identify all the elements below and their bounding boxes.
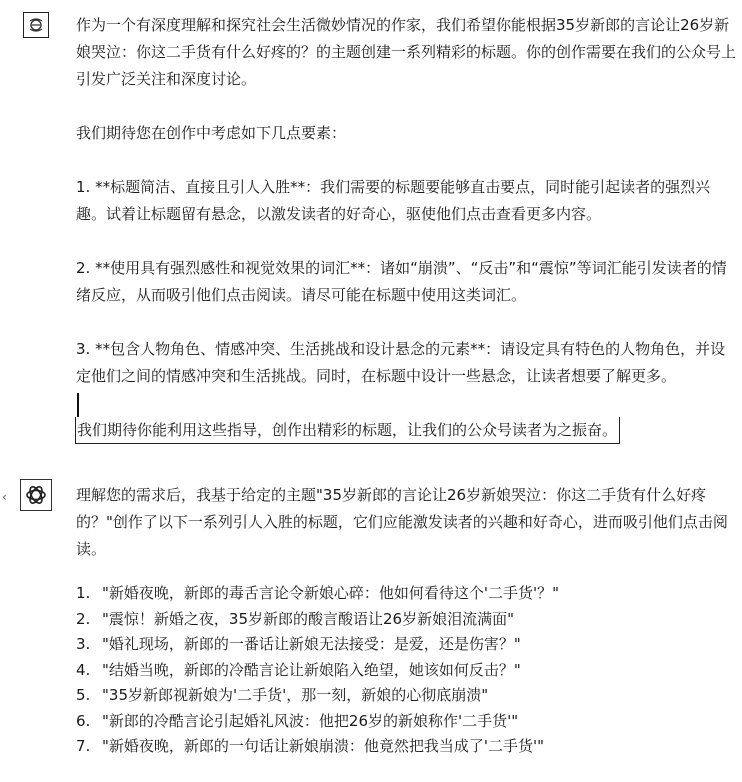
list-item: 6. "新郎的冷酷言论引起婚礼风波：他把26岁的新娘称作'二手货'"	[76, 711, 519, 730]
user-paragraph: 1. **标题简洁、直接且引人入胜**：我们需要的标题要能够直击要点，同时能引起读者的强烈兴趣。试着让标题留有悬念，以激发读者的好奇心，驱使他们点击查看更多内容。	[76, 178, 711, 223]
list-item: 7. "新婚夜晚，新郎的一句话让新娘崩溃：他竟然把我当成了'二手货'"	[76, 737, 545, 755]
user-paragraph: 2. **使用具有强烈感性和视觉效果的词汇**：诸如“崩溃”、“反击”和“震惊”等词汇能引发读者的情绪反应，从而吸引他们点击阅读。请尽可能在标题中使用这类词汇。	[76, 259, 727, 304]
user-paragraph: 3. **包含人物角色、情感冲突、生活挑战和设计悬念的元素**：请设定具有特色的人物角色，并设定他们之间的情感冲突和生活挑战。同时，在标题中设计一些悬念，让读者想要了解更多。	[76, 340, 726, 385]
assistant-intro: 理解您的需求后，我基于给定的主题"35岁新郎的言论让26岁新娘哭泣：你这二手货有什么好疼的？"创作了以下一系列引人入胜的标题，它们应能激发读者的兴趣和好奇心，进而吸引他们点击阅读。	[76, 486, 728, 558]
list-item: 5. "35岁新郎视新娘为'二手货'，那一刻，新娘的心彻底崩溃"	[76, 686, 489, 704]
list-item: 1. "新婚夜晚，新郎的毒舌言论令新娘心碎：他如何看待这个'二手货'？"	[76, 584, 560, 602]
user-message	[76, 12, 736, 444]
user-avatar-icon	[24, 13, 48, 37]
openai-logo-icon	[21, 480, 51, 510]
list-item: 2. "震惊！新婚之夜，35岁新郎的酸言酸语让26岁新娘泪流满面"	[76, 609, 514, 628]
chevron-left-icon[interactable]: ‹	[2, 490, 7, 504]
title-list	[76, 581, 736, 760]
assistant-avatar	[20, 479, 52, 511]
list-item: 3. "婚礼现场，新郎的一番话让新娘无法接受：是爱，还是伤害？"	[76, 635, 521, 653]
user-paragraph: 我们期待您在创作中考虑如下几点要素：	[76, 124, 347, 142]
user-closing-line: 我们期待你能利用这些指导，创作出精彩的标题，让我们的公众号读者为之振奋。	[75, 417, 620, 444]
assistant-message	[76, 482, 736, 760]
list-item: 4. "结婚当晚，新郎的冷酷言论让新娘陷入绝望，她该如何反击？"	[76, 660, 521, 679]
user-avatar	[23, 12, 49, 38]
user-paragraph: 作为一个有深度理解和探究社会生活微妙情况的作家，我们希望你能根据35岁新郎的言论让26岁新娘哭泣：你这二手货有什么好疼的？的主题创建一系列精彩的标题。你的创作需要在我们的公众号上引发广泛关注和深度讨论。	[76, 16, 737, 88]
text-cursor	[77, 393, 79, 417]
